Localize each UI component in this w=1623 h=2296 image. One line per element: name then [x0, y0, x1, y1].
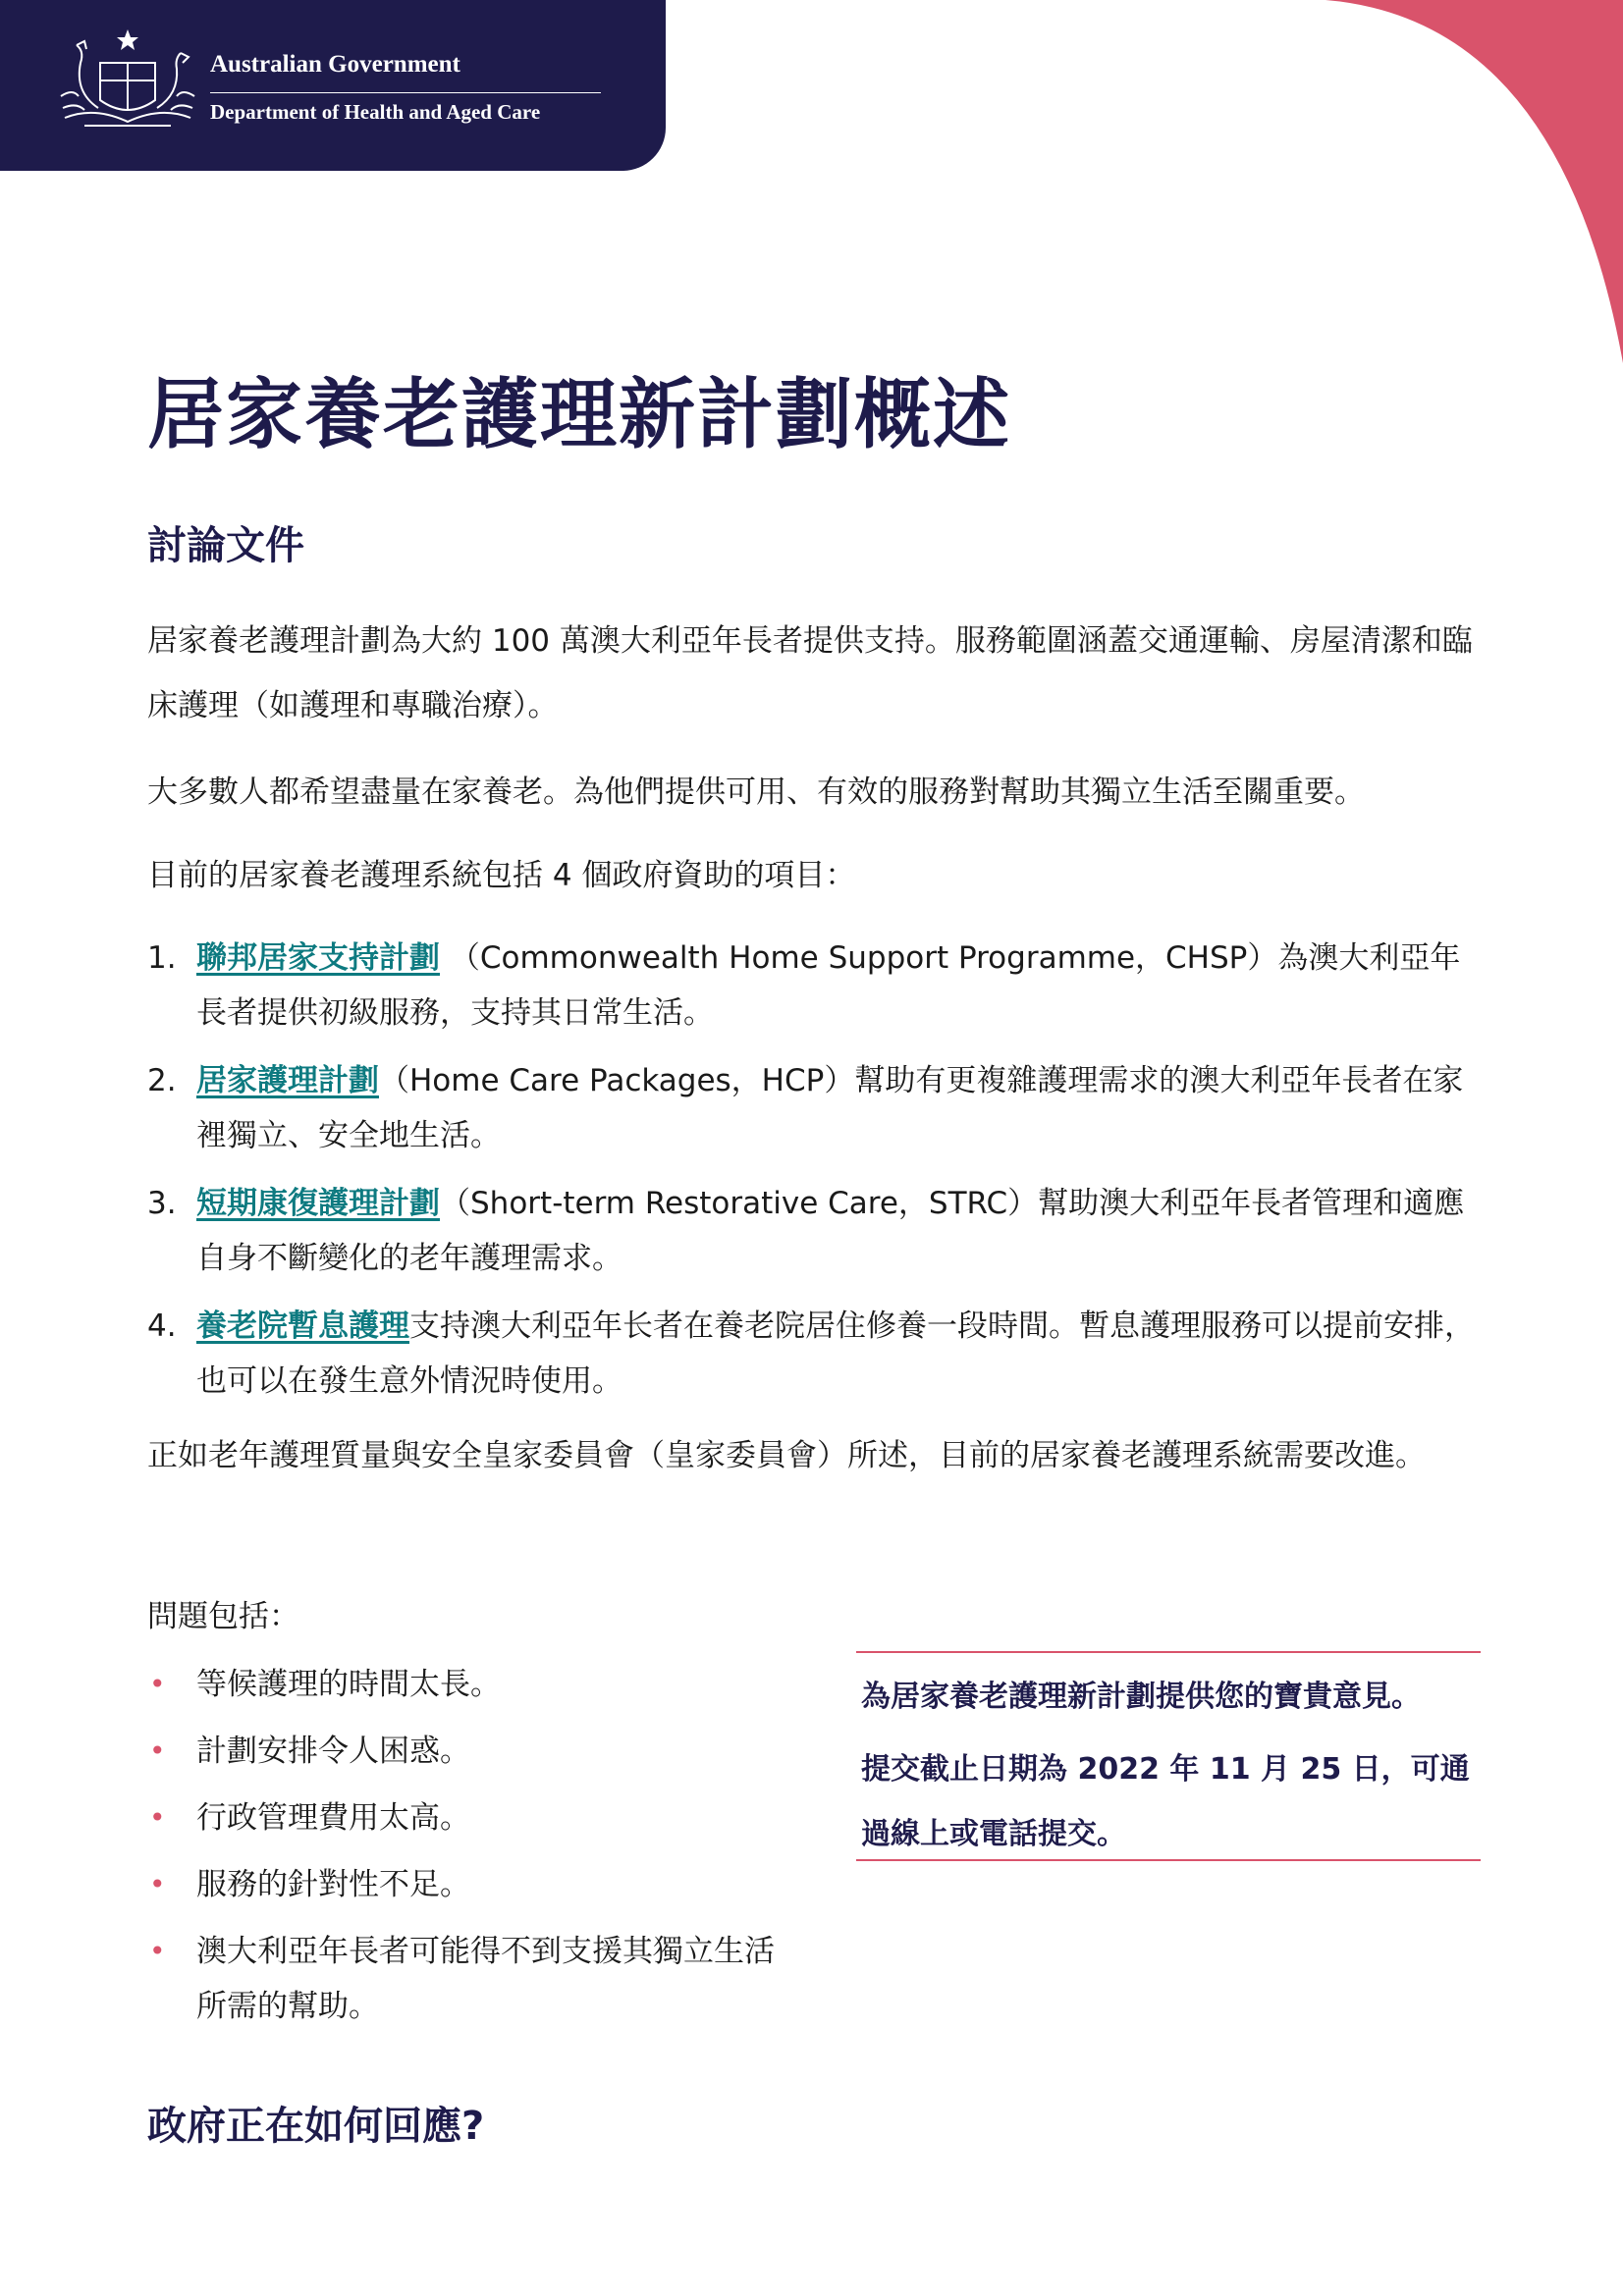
royal-commission-paragraph: 正如老年護理質量與安全皇家委員會（皇家委員會）所述，目前的居家養老護理系統需要改進。: [147, 1438, 1426, 1473]
government-name: Australian Government: [210, 51, 460, 78]
stay-home-paragraph: 大多數人都希望盡量在家養老。為他們提供可用、有效的服務對幫助其獨立生活至關重要。: [147, 774, 1365, 810]
program-link-strc[interactable]: 短期康復護理計劃: [196, 1186, 440, 1221]
program-link-hcp[interactable]: 居家護理計劃: [196, 1063, 379, 1098]
program-link-chsp[interactable]: 聯邦居家支持計劃: [196, 940, 440, 976]
list-item: • 計劃安排令人困惑。: [147, 1724, 776, 1779]
bullet-icon: •: [149, 1935, 166, 1967]
list-item: [147, 1053, 1485, 1163]
programs-list: [147, 931, 1485, 1421]
page-title: 居家養老護理新計劃概述: [147, 371, 1012, 459]
bullet-icon: •: [149, 1868, 166, 1900]
list-number: 2.: [147, 1063, 177, 1098]
coat-of-arms-icon: [55, 24, 200, 141]
list-number: 1.: [147, 940, 177, 976]
bullet-icon: •: [149, 1801, 166, 1834]
program-description: （Short-term Restorative Care，STRC）幫助澳大利亞年長者管理和適應自身不斷變化的老年護理需求。: [196, 1186, 1465, 1276]
list-item: • 服務的針對性不足。: [147, 1857, 776, 1912]
program-description: （Home Care Packages，HCP）幫助有更複雜護理需求的澳大利亞年長者在家裡獨立、安全地生活。: [196, 1063, 1464, 1153]
list-item: [147, 1176, 1485, 1286]
issues-list: [147, 1657, 776, 2046]
callout-heading: 為居家養老護理新計劃提供您的寶貴意見。: [861, 1680, 1421, 1714]
list-number: 3.: [147, 1186, 177, 1221]
corner-decoration: [1325, 0, 1623, 373]
list-item: • 等候護理的時間太長。: [147, 1657, 776, 1712]
response-heading: 政府正在如何回應?: [147, 2104, 485, 2149]
programs-intro: 目前的居家養老護理系統包括 4 個政府資助的項目：: [147, 858, 856, 893]
intro-paragraph: 居家養老護理計劃為大約 100 萬澳大利亞年長者提供支持。服務範圍涵蓋交通運輸、房屋清潔和臨床護理（如護理和專職治療）。: [147, 623, 1473, 723]
list-item: • 行政管理費用太高。: [147, 1790, 776, 1845]
program-description: 支持澳大利亞年长者在養老院居住修養一段時間。暫息護理服務可以提前安排，也可以在發生意外情況時使用。: [196, 1308, 1475, 1399]
list-item: [147, 1299, 1485, 1409]
list-number: 4.: [147, 1308, 177, 1344]
government-header: [0, 0, 666, 171]
feedback-callout: [856, 1651, 1481, 1861]
department-name: Department of Health and Aged Care: [210, 100, 541, 124]
issues-intro: 問題包括：: [147, 1599, 299, 1634]
list-item: • 澳大利亞年長者可能得不到支援其獨立生活所需的幫助。: [147, 1924, 776, 2034]
program-link-respite[interactable]: 養老院暫息護理: [196, 1308, 409, 1344]
bullet-icon: •: [149, 1668, 166, 1700]
header-divider: [210, 92, 601, 93]
callout-deadline: 提交截止日期為 2022 年 11 月 25 日，可通過線上或電話提交。: [861, 1752, 1470, 1851]
page-subtitle: 討論文件: [147, 523, 304, 568]
bullet-icon: •: [149, 1735, 166, 1767]
program-description: （Commonwealth Home Support Programme，CHSP）為澳大利亞年長者提供初級服務，支持其日常生活。: [196, 940, 1461, 1031]
list-item: [147, 931, 1485, 1041]
